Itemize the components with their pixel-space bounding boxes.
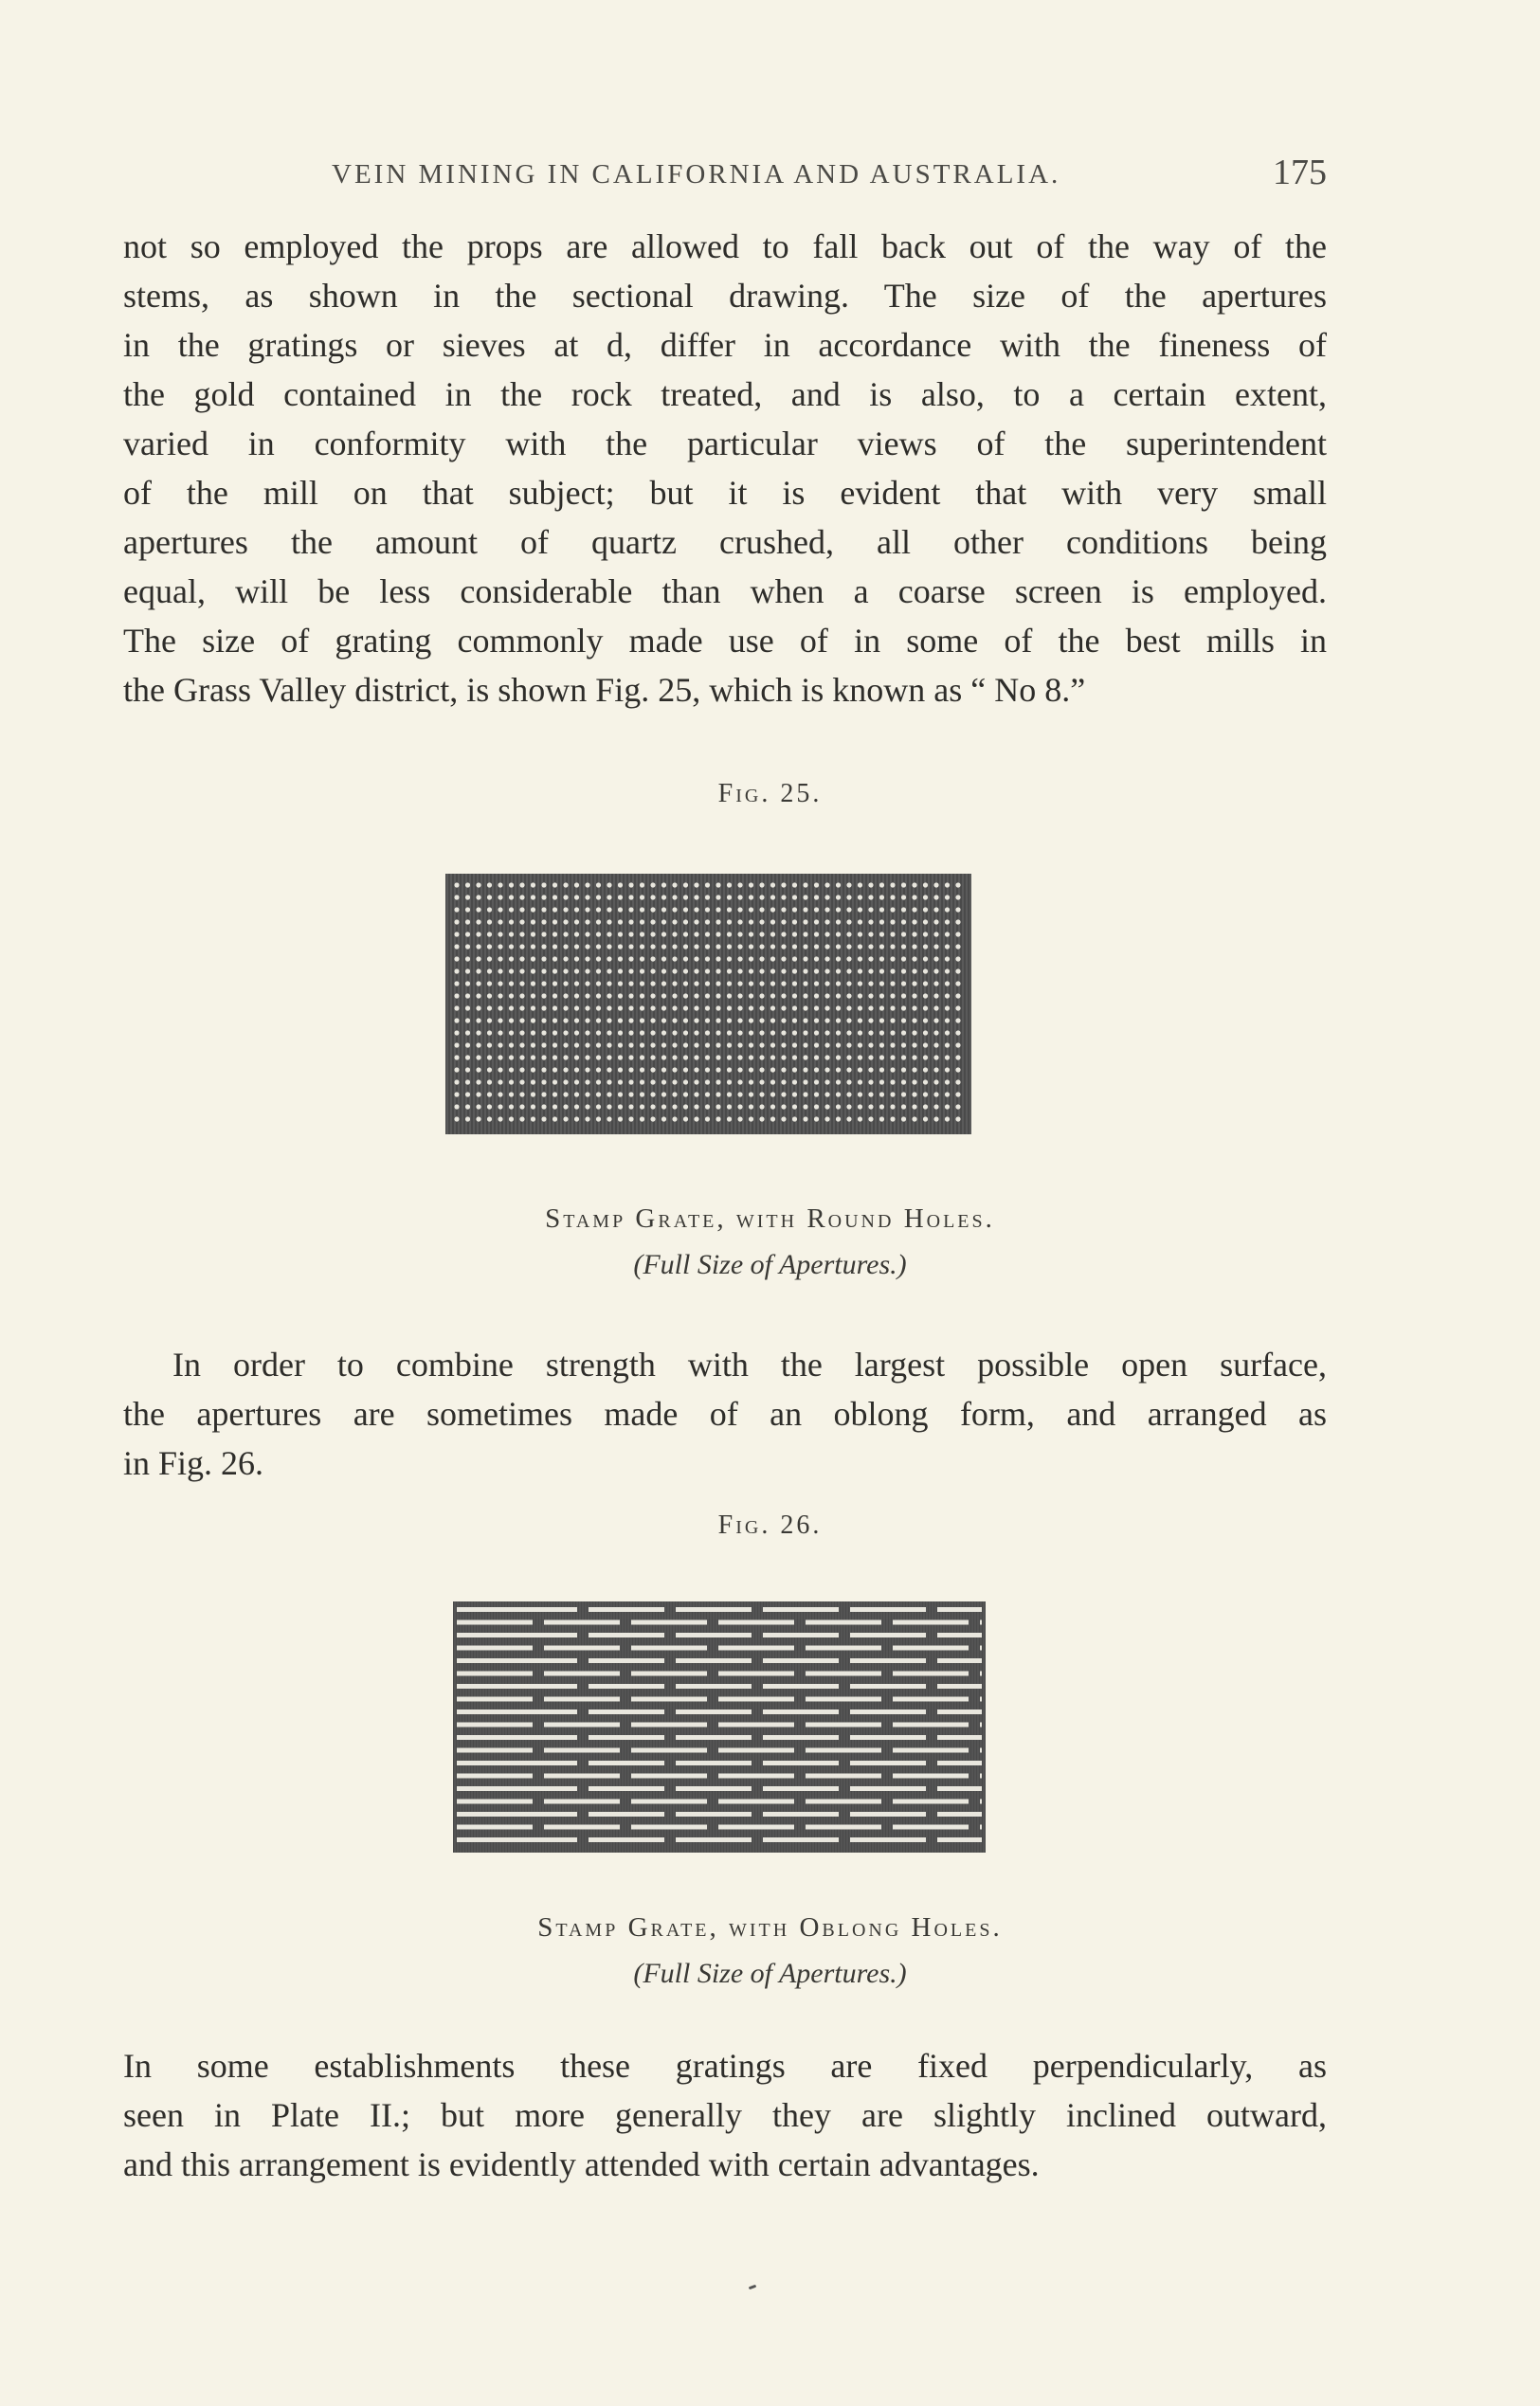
paragraph-1: [123, 222, 1327, 715]
figure-25-caption-sub: (Full Size of Apertures.): [633, 1249, 907, 1280]
figure-26-caption: Stamp Grate, with Oblong Holes.: [537, 1912, 1003, 1943]
figure-26-label: Fig. 26.: [717, 1511, 823, 1540]
paragraph-line: and this arrangement is evidently attended with certain advantages.: [123, 2145, 1040, 2183]
paragraph-2: [123, 1340, 1327, 1488]
running-title: VEIN MINING IN CALIFORNIA AND AUSTRALIA.: [332, 159, 1061, 190]
paragraph-line: In order to combine strength with the largest possible open surface,: [172, 1346, 1327, 1384]
figure-25-round-hole-grate: [445, 874, 971, 1134]
paragraph-line: equal, will be less considerable than when a coarse screen is employed.: [123, 572, 1327, 610]
oblong-hole-grate-illustration: [453, 1601, 986, 1853]
paragraph-line: stems, as shown in the sectional drawing. The size of the apertures: [123, 277, 1327, 315]
ink-speck: [749, 2285, 757, 2290]
paragraph-3: [123, 2041, 1327, 2189]
paragraph-line: In some establishments these gratings are fixed perpendicularly, as: [123, 2047, 1327, 2085]
paragraph-line: the apertures are sometimes made of an oblong form, and arranged as: [123, 1395, 1327, 1433]
paragraph-line: varied in conformity with the particular views of the superintendent: [123, 425, 1327, 462]
paragraph-line: the gold contained in the rock treated, and is also, to a certain extent,: [123, 375, 1327, 413]
paragraph-line: apertures the amount of quartz crushed, all other conditions being: [123, 523, 1327, 561]
paragraph-line: of the mill on that subject; but it is evident that with very small: [123, 474, 1327, 512]
paragraph-line: the Grass Valley district, is shown Fig. 25, which is known as “ No 8.”: [123, 671, 1086, 709]
paragraph-line: The size of grating commonly made use of in some of the best mills in: [123, 622, 1327, 660]
page-number: 175: [1273, 153, 1327, 192]
paragraph-line: in Fig. 26.: [123, 1444, 264, 1482]
figure-26-oblong-hole-grate: [453, 1601, 986, 1853]
paragraph-line: not so employed the props are allowed to fall back out of the way of the: [123, 227, 1327, 265]
paragraph-line: seen in Plate II.; but more generally they are slightly inclined outward,: [123, 2096, 1327, 2134]
figure-25-label: Fig. 25.: [717, 779, 823, 808]
figure-25-caption: Stamp Grate, with Round Holes.: [545, 1203, 995, 1234]
figure-26-caption-sub: (Full Size of Apertures.): [633, 1958, 907, 1989]
round-hole-grate-illustration: [445, 874, 971, 1134]
paragraph-line: in the gratings or sieves at d, differ in accordance with the fineness of: [123, 326, 1327, 364]
running-head: [123, 152, 1327, 199]
